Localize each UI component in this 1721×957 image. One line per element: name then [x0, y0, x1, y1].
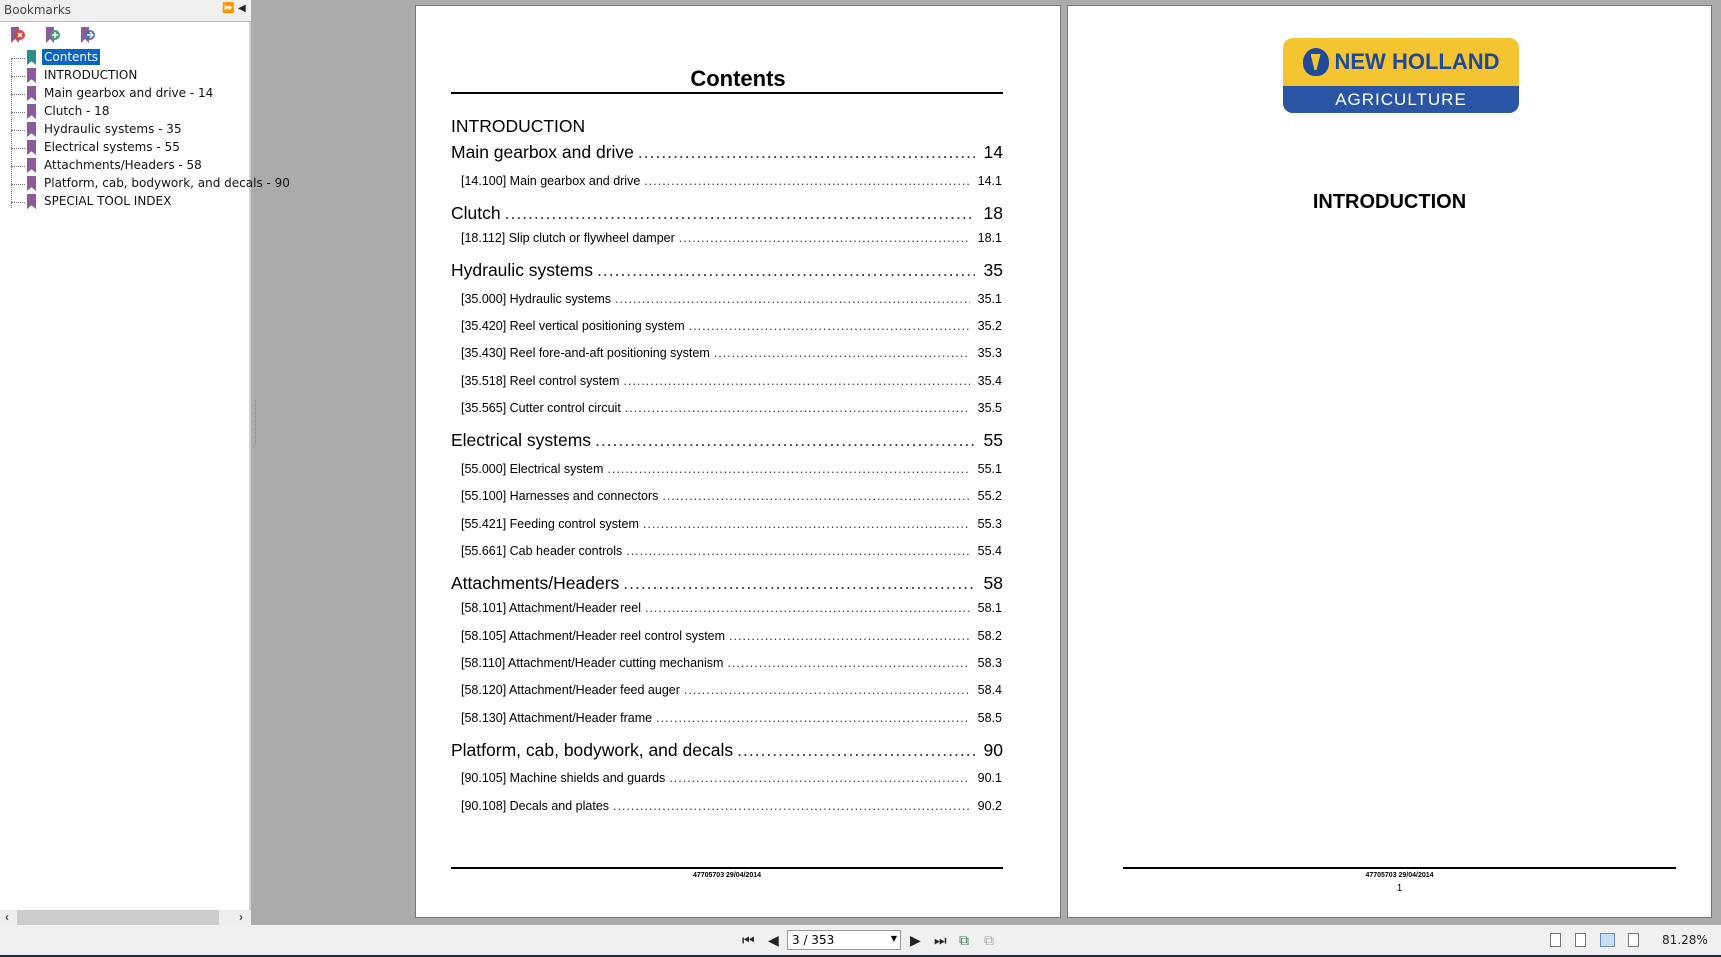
toc-page: 90.2: [977, 799, 1002, 813]
expand-panel-icon[interactable]: ⏩: [222, 3, 235, 14]
page-number: 1: [1396, 883, 1403, 894]
footer-text: 47705703 29/04/2014: [1365, 872, 1434, 879]
bookmark-icon: [27, 140, 36, 155]
toc-page: 58.3: [977, 656, 1002, 670]
toc-subsection[interactable]: [461, 799, 1002, 813]
next-view-icon[interactable]: ⧉: [984, 932, 994, 948]
tree-line: [11, 58, 12, 208]
toc-page: 14.1: [977, 174, 1002, 188]
dot-leader: [613, 799, 970, 813]
dot-leader: [615, 292, 970, 306]
toc-section[interactable]: [451, 573, 1003, 594]
toc-label: [35.565] Cutter control circuit: [461, 401, 621, 415]
toc-label: [58.101] Attachment/Header reel: [461, 601, 641, 615]
toc-subsection[interactable]: [461, 601, 1002, 615]
toc-label: [90.105] Machine shields and guards: [461, 771, 666, 785]
dot-leader: [689, 319, 970, 333]
zoom-level[interactable]: 81.28%: [1662, 933, 1708, 947]
toc-label: [35.000] Hydraulic systems: [461, 292, 612, 306]
single-page-view-icon[interactable]: [1550, 933, 1561, 947]
introduction-page: [1067, 5, 1712, 918]
toc-subsection[interactable]: [461, 489, 1002, 503]
dot-leader: [643, 517, 970, 531]
toc-page: 90.1: [977, 771, 1002, 785]
continuous-facing-view-icon[interactable]: [1628, 933, 1639, 947]
dot-leader: [669, 771, 969, 785]
toc-label: [55.421] Feeding control system: [461, 517, 639, 531]
dot-leader: [645, 601, 970, 615]
toc-subsection[interactable]: [461, 374, 1002, 388]
toc-subsection[interactable]: [461, 771, 1002, 785]
navigation-toolbar: [0, 925, 1721, 955]
previous-page-icon[interactable]: ◀: [768, 932, 779, 948]
facing-pages-view-icon[interactable]: [1600, 933, 1615, 947]
toc-label: Clutch: [451, 203, 501, 223]
toc-label: [35.420] Reel vertical positioning system: [461, 319, 685, 333]
toc-page: 35.4: [977, 374, 1002, 388]
dot-leader: [607, 462, 969, 476]
dot-leader: [626, 544, 969, 558]
toc-section[interactable]: [451, 740, 1003, 761]
toc-page: 55.1: [977, 462, 1002, 476]
toc-section[interactable]: [451, 260, 1003, 281]
toc-section[interactable]: [451, 430, 1003, 451]
dot-leader: [623, 573, 975, 594]
toc-subsection[interactable]: [461, 656, 1002, 670]
toc-label: [90.108] Decals and plates: [461, 799, 610, 813]
toc-page: 58.4: [977, 683, 1002, 697]
dot-leader: [727, 656, 969, 670]
toc-label: [58.120] Attachment/Header feed auger: [461, 683, 680, 697]
bookmark-icon: [27, 104, 36, 119]
toc-subsection[interactable]: [461, 292, 1002, 306]
horizontal-scrollbar[interactable]: [0, 910, 251, 925]
bookmark-icon: [27, 122, 36, 137]
toc-page: 18: [983, 203, 1003, 223]
toc-page: 14: [983, 142, 1003, 162]
dot-leader: [714, 346, 970, 360]
toc-section[interactable]: [451, 142, 1003, 163]
bookmarks-panel: Bookmarks ⏩ ◀ Contents INTRODUCTION Main gearbox and drive - 14 Clutch - 18 Hydraulic systems - 35 Electrical systems - 55 Attachments/Headers - 58 Platform, cab, bodywork, and decals - 90 SPECIAL TOOL INDEX ‹ ›: [0, 0, 251, 925]
add-bookmark-icon[interactable]: [45, 27, 61, 44]
toc-subsection[interactable]: [461, 462, 1002, 476]
toc-subsection[interactable]: [461, 711, 1002, 725]
toc-page: 35.1: [977, 292, 1002, 306]
toc-label: [58.105] Attachment/Header reel control system: [461, 629, 726, 643]
dropdown-arrow-icon[interactable]: ▼: [890, 934, 897, 943]
toc-page: 35.3: [977, 346, 1002, 360]
toc-introduction[interactable]: INTRODUCTION: [451, 116, 586, 136]
toc-label: [18.112] Slip clutch or flywheel damper: [461, 231, 675, 245]
toc-page: 58.2: [977, 629, 1002, 643]
toc-label: [55.000] Electrical system: [461, 462, 604, 476]
toc-label: [55.661] Cab header controls: [461, 544, 623, 558]
title-rule: [451, 92, 1003, 94]
page-number-input[interactable]: [787, 930, 901, 950]
toc-page: 90: [983, 740, 1003, 760]
collapse-panel-icon[interactable]: ◀: [238, 3, 246, 14]
new-holland-logo: [1283, 38, 1519, 113]
footer-rule: [1123, 867, 1676, 869]
page-value: 3 / 353: [792, 933, 835, 947]
toc-label: Main gearbox and drive: [451, 142, 634, 162]
toc-label: [58.110] Attachment/Header cutting mechanism: [461, 656, 724, 670]
dot-leader: [595, 430, 975, 451]
toc-subsection[interactable]: [461, 629, 1002, 643]
toc-label: [35.518] Reel control system: [461, 374, 620, 388]
toc-subsection[interactable]: [461, 231, 1002, 245]
dot-leader: [625, 401, 970, 415]
section-title: INTRODUCTION: [1312, 191, 1467, 213]
leaf-logo-icon: [1303, 48, 1329, 76]
toc-page: 55.3: [977, 517, 1002, 531]
bookmark-icon: [27, 50, 36, 65]
toc-page: 58.1: [977, 601, 1002, 615]
toc-page: 35.2: [977, 319, 1002, 333]
toc-label: [35.430] Reel fore-and-aft positioning system: [461, 346, 710, 360]
dot-leader: [644, 174, 969, 188]
toc-subsection[interactable]: [461, 544, 1002, 558]
dot-leader: [684, 683, 970, 697]
toc-page: 58.5: [977, 711, 1002, 725]
toc-page: 35: [983, 260, 1003, 280]
toc-label: Platform, cab, bodywork, and decals: [451, 740, 734, 760]
scroll-left-icon[interactable]: ‹: [5, 910, 9, 924]
toc-page: 55: [983, 430, 1003, 450]
panel-splitter[interactable]: [255, 400, 257, 445]
dot-leader: [597, 260, 975, 281]
next-page-icon[interactable]: ▶: [910, 932, 921, 948]
bookmark-icon: [27, 68, 36, 83]
toc-page: 55.2: [977, 489, 1002, 503]
toc-subsection[interactable]: [461, 174, 1002, 188]
dot-leader: [737, 740, 975, 761]
dot-leader: [662, 489, 969, 503]
dot-leader: [656, 711, 970, 725]
logo-sub: AGRICULTURE: [1283, 86, 1519, 113]
footer-text: 47705703 29/04/2014: [692, 872, 762, 879]
toc-label: [58.130] Attachment/Header frame: [461, 711, 653, 725]
bookmarks-header: [0, 0, 251, 22]
toc-page: 58: [983, 573, 1003, 593]
bookmark-icon: [27, 86, 36, 101]
toc-label: Electrical systems: [451, 430, 592, 450]
dot-leader: [679, 231, 970, 245]
goto-bookmark-icon[interactable]: [80, 27, 96, 44]
footer-rule: [451, 867, 1003, 869]
previous-view-icon[interactable]: ⧉: [959, 932, 969, 948]
dot-leader: [638, 142, 975, 163]
scrollbar-thumb[interactable]: [17, 910, 219, 925]
logo-brand: NEW HOLLAND: [1334, 49, 1500, 74]
toc-section[interactable]: [451, 203, 1003, 224]
toc-label: Hydraulic systems: [451, 260, 593, 280]
dot-leader: [505, 203, 975, 224]
bookmark-icon: [27, 158, 36, 173]
toc-label: [14.100] Main gearbox and drive: [461, 174, 641, 188]
toc-label: Attachments/Headers: [451, 573, 620, 593]
toc-subsection[interactable]: [461, 319, 1002, 333]
first-page-icon[interactable]: ⏮: [742, 932, 755, 948]
last-page-icon[interactable]: ⏭: [934, 932, 947, 948]
toc-subsection[interactable]: [461, 401, 1002, 415]
bookmark-icon: [27, 194, 36, 209]
toc-subsection[interactable]: [461, 683, 1002, 697]
toc-label: [55.100] Harnesses and connectors: [461, 489, 659, 503]
toc-page: 55.4: [977, 544, 1002, 558]
continuous-view-icon[interactable]: [1575, 933, 1586, 947]
bookmark-icon: [27, 176, 36, 191]
toc-page: 35.5: [977, 401, 1002, 415]
bookmarks-title: Bookmarks: [4, 3, 72, 17]
scroll-right-icon[interactable]: ›: [239, 910, 243, 924]
dot-leader: [623, 374, 969, 388]
toc-subsection[interactable]: [461, 517, 1002, 531]
page-title: Contents: [690, 66, 786, 91]
dot-leader: [729, 629, 970, 643]
delete-bookmark-icon[interactable]: [10, 27, 26, 44]
toc-subsection[interactable]: [461, 346, 1002, 360]
contents-page: [415, 5, 1061, 918]
toc-page: 18.1: [977, 231, 1002, 245]
